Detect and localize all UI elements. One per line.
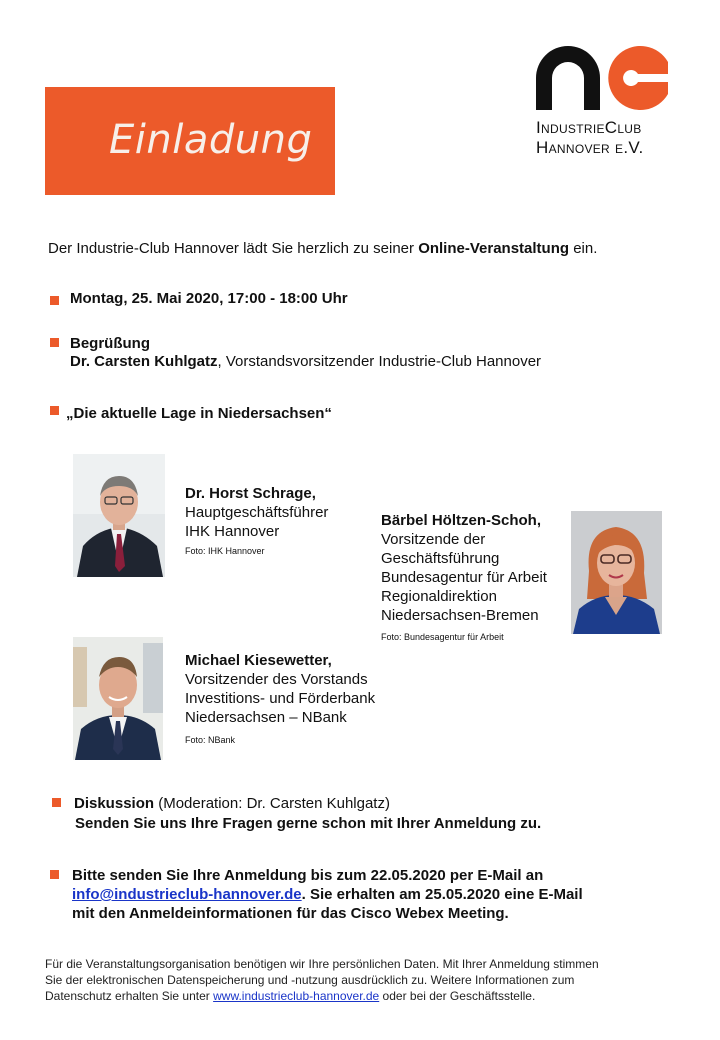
bullet-topic <box>50 406 59 415</box>
intro-bold: Online-Veranstaltung <box>418 240 570 257</box>
greeting-speaker-name: Dr. Carsten Kuhlgatz <box>70 353 218 370</box>
speaker-photo-schrage <box>73 454 165 577</box>
registration-email-link[interactable]: info@industrieclub-hannover.de <box>72 886 302 903</box>
privacy-line2: Sie der elektronischen Datenspeicherung und -nutzung ausdrücklich zu. Weitere Informationen zum <box>45 973 575 987</box>
industrieclub-logo <box>534 42 674 162</box>
registration-line3: mit den Anmeldeinformationen für das Cisco Webex Meeting. <box>72 905 509 922</box>
registration-line2 <box>72 886 583 903</box>
bullet-registration <box>50 870 59 879</box>
registration-line2-rest: . Sie erhalten am 25.05.2020 eine E-Mail <box>301 886 583 903</box>
photo-credit: Foto: Bundesagentur für Arbeit <box>381 632 504 642</box>
intro-text <box>48 240 597 257</box>
logo-mark-icon <box>534 42 674 112</box>
logo-text-line1: IndustrieClub <box>536 118 642 137</box>
logo-text-line2: Hannover e.V. <box>536 138 644 157</box>
speaker-line: Niedersachsen-Bremen <box>381 607 539 624</box>
speaker-line: Vorsitzender des Vorstands <box>185 671 368 688</box>
privacy-line3-pre: Datenschutz erhalten Sie unter <box>45 989 214 1003</box>
speaker-line: Regionaldirektion <box>381 588 497 605</box>
registration-line1: Bitte senden Sie Ihre Anmeldung bis zum 22.05.2020 per E-Mail an <box>72 867 544 884</box>
photo-credit: Foto: IHK Hannover <box>185 546 265 556</box>
privacy-line1: Für die Veranstaltungsorganisation benötigen wir Ihre persönlichen Daten. Mit Ihrer Anmeldung stimmen <box>45 957 599 971</box>
privacy-line3-post: oder bei der Geschäftsstelle. <box>379 989 536 1003</box>
speaker-name-hoeltzen-schoh: Bärbel Höltzen-Schoh, <box>381 512 542 529</box>
privacy-line3 <box>45 989 535 1003</box>
discussion-note: Senden Sie uns Ihre Fragen gerne schon mit Ihrer Anmeldung zu. <box>75 815 542 832</box>
intro-pre: Der Industrie-Club Hannover lädt Sie herzlich zu seiner <box>48 240 419 257</box>
bullet-greeting <box>50 338 59 347</box>
speaker-line: Geschäftsführung <box>381 550 500 567</box>
speaker-line: Vorsitzende der <box>381 531 486 548</box>
website-link[interactable]: www.industrieclub-hannover.de <box>213 989 380 1003</box>
speaker-name-schrage: Dr. Horst Schrage, <box>185 485 316 502</box>
discussion-moderation: (Moderation: Dr. Carsten Kuhlgatz) <box>154 795 390 812</box>
greeting-speaker-role: , Vorstandsvorsitzender Industrie-Club Hannover <box>217 353 542 370</box>
einladung-banner <box>45 87 335 195</box>
photo-credit: Foto: NBank <box>185 735 236 745</box>
discussion-label: Diskussion <box>74 795 155 812</box>
banner-title: Einladung <box>109 117 313 163</box>
event-date: Montag, 25. Mai 2020, 17:00 - 18:00 Uhr <box>70 290 348 307</box>
speaker-line: IHK Hannover <box>185 523 280 540</box>
topic-title: „Die aktuelle Lage in Niedersachsen“ <box>66 405 332 422</box>
bullet-discussion <box>52 798 61 807</box>
greeting-title: Begrüßung <box>70 335 150 352</box>
discussion-title <box>74 795 390 812</box>
speaker-line: Niedersachsen – NBank <box>185 709 347 726</box>
speaker-line: Hauptgeschäftsführer <box>185 504 329 521</box>
speaker-photo-kiesewetter <box>73 637 163 760</box>
speaker-line: Bundesagentur für Arbeit <box>381 569 547 586</box>
bullet-date <box>50 296 59 305</box>
speaker-line: Investitions- und Förderbank <box>185 690 376 707</box>
speaker-name-kiesewetter: Michael Kiesewetter, <box>185 652 332 669</box>
speaker-photo-hoeltzen-schoh <box>571 511 662 634</box>
greeting-speaker <box>70 353 541 370</box>
intro-post: ein. <box>569 240 598 257</box>
